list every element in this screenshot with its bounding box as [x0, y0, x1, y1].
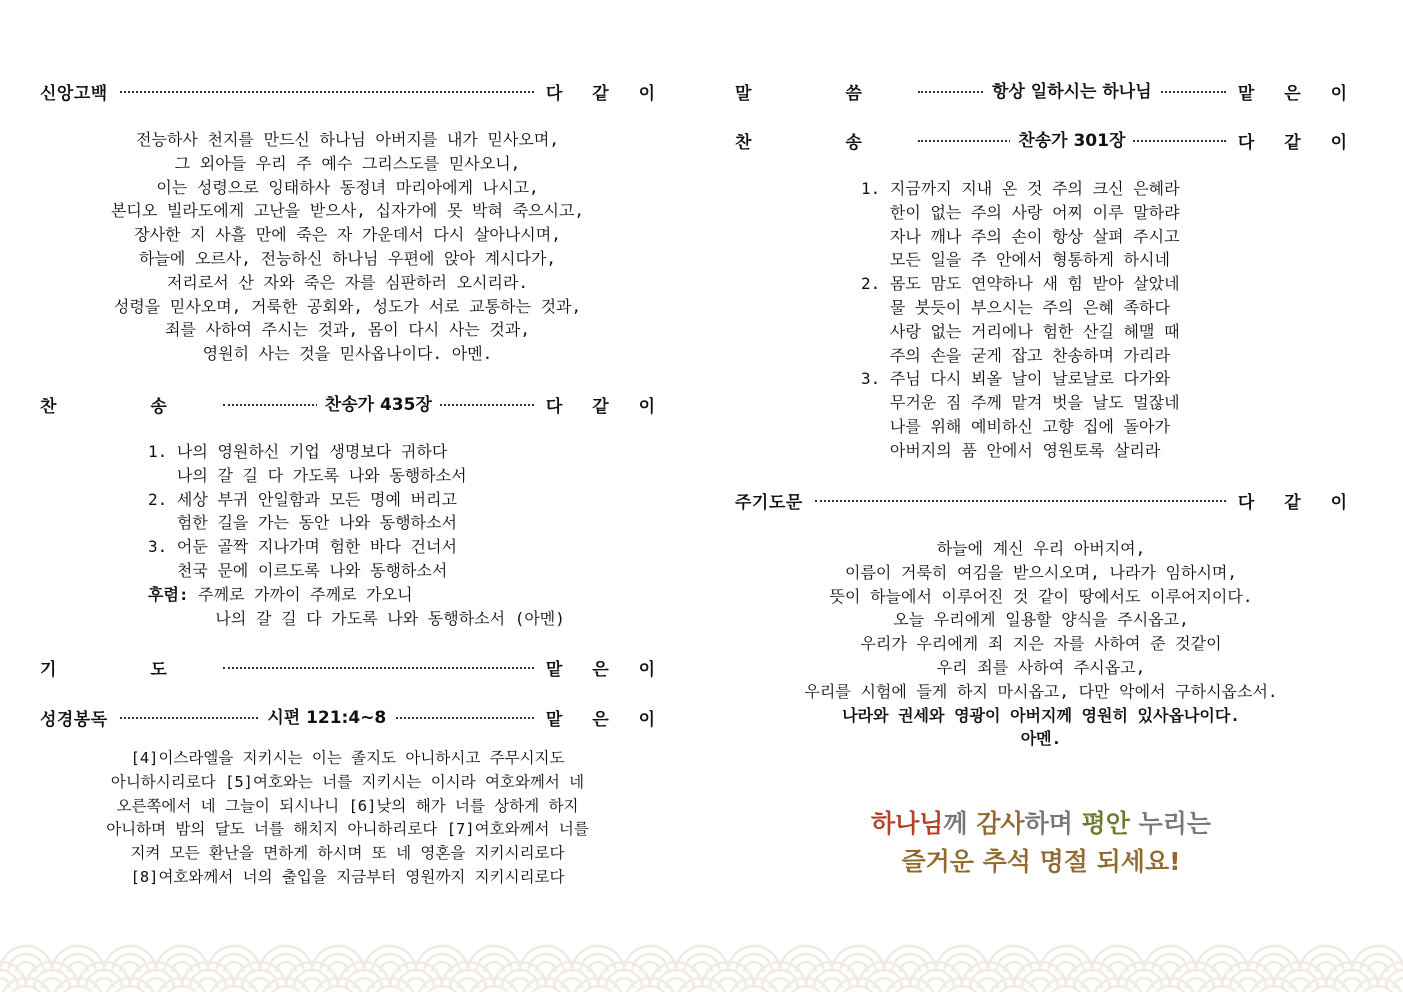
- sermon-who: 맡 은 이: [1237, 83, 1359, 104]
- hymn-line: 험한 길을 가는 동안 나와 동행하소서: [148, 513, 457, 533]
- reading-row: [40, 702, 667, 732]
- reading-who: 맡 은 이: [545, 709, 667, 730]
- reading-title: 성경봉독: [40, 709, 108, 730]
- prayer-line: 우리를 시험에 들게 하지 마시옵고, 다만 악에서 구하시옵소서.: [804, 681, 1278, 701]
- hymn2-title: 찬 송: [735, 132, 906, 153]
- hymn-lyrics: [148, 440, 565, 630]
- prayer-line: 이름이 거룩히 여김을 받으시오며, 나라가 임하시며,: [844, 562, 1237, 582]
- hymn-refrain: [148, 583, 565, 607]
- dot-leader: [120, 89, 534, 93]
- right-column: [735, 0, 1359, 940]
- hymn-who: 다 같 이: [545, 396, 667, 417]
- hymn-line: 나의 갈 길 다 가도록 나와 동행하소서: [148, 465, 467, 485]
- greeting-word: 누리는: [1129, 809, 1212, 838]
- hymn-line: 사랑 없는 거리에나 험한 산길 헤맬 때: [861, 321, 1180, 341]
- hymn-row: [40, 389, 667, 419]
- reading-line: 지켜 모든 환난을 면하게 하시며 또 네 영혼을 지키시리로다: [130, 844, 565, 863]
- creed-line: 장사한 지 사흘 만에 죽은 자 가운데서 다시 살아나시며,: [134, 225, 561, 245]
- hymn-line: 물 붓듯이 부으시는 주의 은혜 족하다: [861, 297, 1170, 317]
- hymn-line: 나를 위해 예비하신 고향 집에 돌아가: [861, 416, 1170, 436]
- hymn-line: 2. 세상 부귀 안일함과 모든 명예 버리고: [148, 489, 457, 509]
- hymn-line: 모든 일을 주 안에서 형통하게 하시네: [861, 250, 1170, 270]
- creed-text: [40, 128, 655, 366]
- dot-leader: [918, 82, 1226, 102]
- hymn-line: 3. 어둔 골짝 지나가며 험한 바다 건너서: [148, 537, 457, 557]
- creed-line: 저리로서 산 자와 죽은 자를 심판하러 오시리라.: [166, 272, 529, 292]
- hymn-line: 자나 깨나 주의 손이 항상 살펴 주시고: [861, 226, 1180, 246]
- dot-leader: [223, 665, 534, 669]
- creed-line: 하늘에 오르사, 전능하신 하나님 우편에 앉아 계시다가,: [138, 248, 557, 268]
- greeting-line-2: 즐거운 추석 명절 되세요!: [901, 847, 1181, 876]
- greeting-word: 평안: [1081, 809, 1130, 838]
- greeting-word: 하며: [1024, 809, 1082, 838]
- prayer-line: 우리 죄를 사하여 주시옵고,: [936, 657, 1146, 677]
- creed-row: [40, 76, 667, 106]
- greeting-word: 감사: [976, 809, 1025, 838]
- hymn-line: 한이 없는 주의 사랑 어찌 이루 말하랴: [861, 202, 1180, 222]
- creed-line: 영원히 사는 것을 믿사옵나이다. 아멘.: [202, 344, 493, 364]
- hymn-line: 천국 문에 이르도록 나와 동행하소서: [148, 560, 448, 580]
- prayer-line: 오늘 우리에게 일용할 양식을 주시옵고,: [893, 610, 1189, 630]
- lords-prayer-title: 주기도문: [735, 492, 803, 513]
- prayer-amen: 아멘.: [1020, 729, 1062, 749]
- prayer-line: 우리가 우리에게 죄 지은 자를 사하여 준 것같이: [860, 634, 1222, 654]
- hymn-line: 나의 갈 길 다 가도록 나와 동행하소서 (아멘): [148, 608, 565, 628]
- prayer-line: 뜻이 하늘에서 이루어진 것 같이 땅에서도 이루어지이다.: [829, 586, 1253, 606]
- dot-leader: [120, 708, 534, 728]
- reading-line: 아니하시리로다 [5]여호와는 너를 지키시는 이시라 여호와께서 네: [110, 772, 585, 791]
- hymn2-number: 찬송가 301장: [1010, 126, 1133, 151]
- prayer-title: 기 도: [40, 659, 211, 680]
- hymn-line: 무거운 짐 주께 맡겨 벗을 날도 멀잖네: [861, 393, 1180, 413]
- reading-line: [4]이스라엘을 지키시는 이는 졸지도 아니하시고 주무시지도: [130, 749, 565, 767]
- hymn-line: 2. 몸도 맘도 연약하나 새 힘 받아 살았네: [861, 274, 1180, 294]
- reading-line: 아니하며 밤의 달도 너를 해치지 아니하리로다 [7]여호와께서 너를: [106, 820, 589, 839]
- greeting-line-1: [735, 805, 1347, 843]
- hymn2-who: 다 같 이: [1237, 132, 1359, 153]
- dot-leader: [815, 498, 1226, 502]
- creed-line: 죄를 사하여 주시는 것과, 몸이 다시 사는 것과,: [165, 320, 530, 340]
- hymn-line: 아버지의 품 안에서 영원토록 살리라: [861, 440, 1161, 460]
- reading-reference: 시편 121:4~8: [259, 703, 394, 728]
- prayer-who: 맡 은 이: [545, 659, 667, 680]
- creed-line: 전능하사 천지를 만드신 하나님 아버지를 내가 믿사오며,: [136, 130, 559, 149]
- creed-line: 이는 성령으로 잉태하사 동정녀 마리아에게 나시고,: [156, 177, 539, 197]
- hymn-number: 찬송가 435장: [317, 390, 440, 415]
- creed-who: 다 같 이: [545, 83, 667, 104]
- hymn-line: 3. 주님 다시 뵈올 날이 날로날로 다가와: [861, 369, 1170, 389]
- creed-line: 본디오 빌라도에게 고난을 받으사, 십자가에 못 박혀 죽으시고,: [110, 201, 585, 221]
- lords-prayer-row: [735, 485, 1359, 515]
- prayer-line: 하늘에 계신 우리 아버지여,: [936, 539, 1146, 558]
- creed-title: 신앙고백: [40, 83, 108, 104]
- lords-prayer-text: [735, 537, 1347, 751]
- hymn2-lyrics: [861, 177, 1180, 463]
- lords-prayer-who: 다 같 이: [1237, 492, 1359, 513]
- prayer-row: [40, 652, 667, 682]
- sermon-row: [735, 76, 1359, 106]
- sermon-title: 말 씀: [735, 83, 906, 104]
- sermon-subject: 항상 일하시는 하나님: [984, 77, 1160, 102]
- hymn-line: 1. 나의 영원하신 기업 생명보다 귀하다: [148, 442, 448, 461]
- reading-text: [40, 747, 655, 890]
- reading-line: 오른쪽에서 네 그늘이 되시나니 [6]낮의 해가 너를 상하게 하지: [116, 796, 579, 815]
- reading-line: [8]여호와께서 너의 출입을 지금부터 영원까지 지키시리로다: [130, 867, 565, 886]
- greeting-word: 께: [943, 809, 977, 838]
- hymn-title: 찬 송: [40, 396, 211, 417]
- creed-line: 그 외아들 우리 주 예수 그리스도를 믿사오니,: [174, 153, 521, 173]
- wave-pattern-decoration: [0, 932, 1403, 992]
- dot-leader: [918, 131, 1226, 151]
- dot-leader: [223, 395, 534, 415]
- prayer-doxology: 나라와 권세와 영광이 아버지께 영원히 있사옵나이다.: [842, 705, 1240, 725]
- refrain-line: 주께로 가까이 주께로 가오니: [188, 584, 413, 604]
- hymn-line: 주의 손을 굳게 잡고 찬송하며 가리라: [861, 345, 1170, 365]
- hymn2-row: [735, 125, 1359, 155]
- greeting-word: 하나님: [870, 809, 944, 838]
- left-column: [40, 0, 667, 940]
- refrain-label: 후렴:: [148, 584, 189, 604]
- hymn-line: 1. 지금까지 지내 온 것 주의 크신 은혜라: [861, 179, 1180, 198]
- chuseok-greeting: [735, 805, 1347, 881]
- creed-line: 성령을 믿사오며, 거룩한 공회와, 성도가 서로 교통하는 것과,: [113, 296, 582, 316]
